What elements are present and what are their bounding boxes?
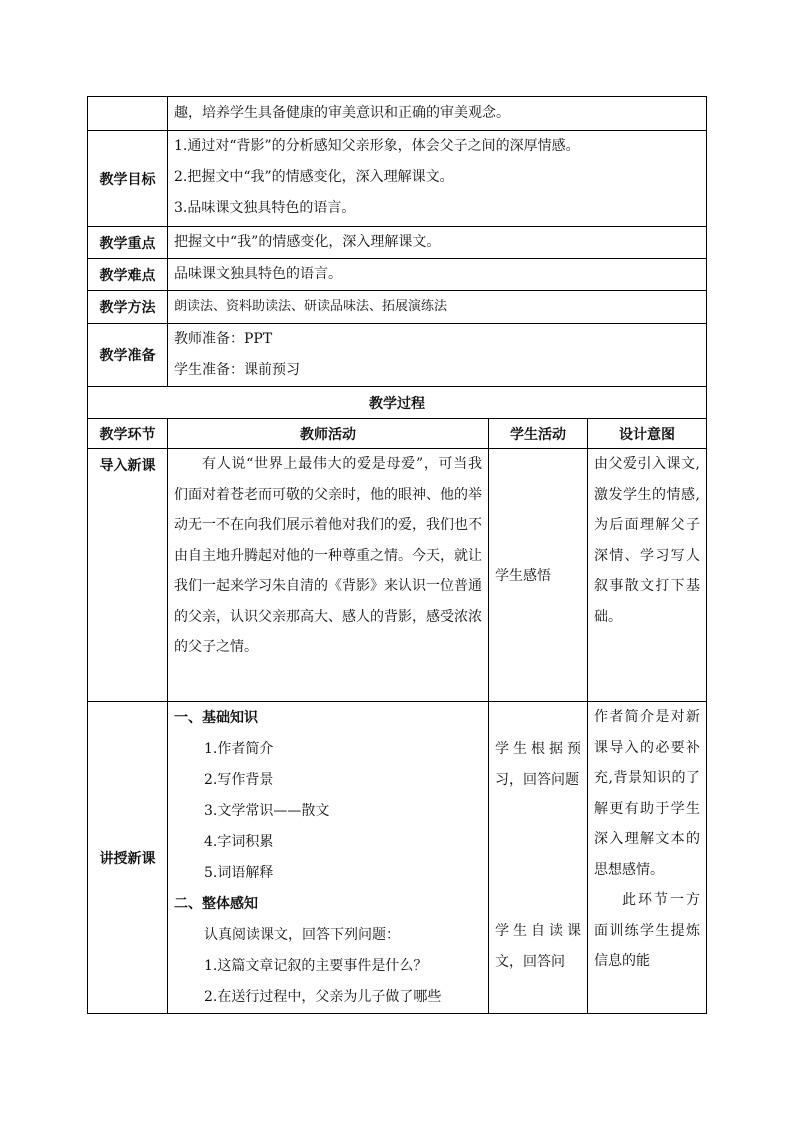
reading-instruction: 认真阅读课文，回答下列问题： [204, 927, 400, 943]
header-teacher: 教师活动 [168, 419, 489, 449]
intro-intent-text: 由父爱引入课文,激发学生的情感,为后面理解父子深情、学习写人叙事散文打下基础。 [594, 456, 701, 625]
continuation-text: 趣，培养学生具备健康的审美意识和正确的审美观念。 [174, 105, 510, 121]
knowledge-item: 5.词语解释 [204, 865, 274, 881]
goal-item: 1.通过对“背影”的分析感知父亲形象，体会父子之间的深厚情感。 [174, 138, 580, 154]
knowledge-item: 4.字词积累 [204, 834, 274, 850]
method-text: 朗读法、资料助读法、研读品味法、拓展演练法 [174, 299, 448, 314]
goal-item: 3.品味课文独具特色的语言。 [174, 200, 356, 216]
new-student-text-1: 学生根据预习，回答问题 [495, 741, 581, 788]
header-stage: 教学环节 [88, 419, 168, 449]
method-label: 教学方法 [88, 291, 168, 324]
process-title: 教学过程 [88, 387, 707, 419]
key-text: 把握文中“我”的情感变化，深入理解课文。 [174, 234, 441, 250]
process-header-row [88, 419, 707, 449]
continuation-row [88, 97, 707, 131]
new-student-text-2: 学生自读课文，回答问 [495, 923, 581, 970]
section-overall-perception: 二、整体感知 [174, 896, 258, 912]
intro-stage: 导入新课 [88, 449, 168, 702]
new-lesson-row [88, 702, 707, 1014]
question-item: 1.这篇文章记叙的主要事件是什么？ [204, 958, 428, 974]
knowledge-item: 1.作者简介 [204, 741, 274, 757]
process-title-row [88, 387, 707, 419]
knowledge-item: 2.写作背景 [204, 772, 274, 788]
lesson-plan-sheet [87, 96, 706, 1014]
knowledge-item: 3.文学常识——散文 [204, 803, 330, 819]
key-row [88, 227, 707, 259]
difficulty-text: 品味课文独具特色的语言。 [174, 266, 342, 282]
goal-item: 2.把握文中“我”的情感变化，深入理解课文。 [174, 169, 454, 185]
intro-student-text: 学生感悟 [495, 568, 551, 584]
difficulty-label: 教学难点 [88, 259, 168, 291]
prep-teacher: 教师准备：PPT [174, 331, 273, 347]
new-stage: 讲授新课 [88, 702, 168, 1014]
prep-label: 教学准备 [88, 324, 168, 387]
intro-row [88, 449, 707, 702]
header-student: 学生活动 [489, 419, 588, 449]
difficulty-row [88, 259, 707, 291]
section-basic-knowledge: 一、基础知识 [174, 710, 258, 726]
method-row [88, 291, 707, 324]
new-intent-text-1: 作者简介是对新课导入的必要补充,背景知识的了解更有助于学生深入理解文本的思想感情。 [594, 709, 701, 878]
intro-teacher-text: 有人说“世界上最伟大的爱是母爱”，可当我们面对着苍老而可敬的父亲时，他的眼神、他的举动无一不在向我们展示着他对我们的爱，我们也不由自主地升腾起对他的一种尊重之情。今天，就让我们一起来学习朱自清的《背影》来认识一位普通的父亲，认识父亲那高大、感人的背影，感受浓浓的父子之情。 [174, 456, 482, 655]
goals-row [88, 131, 707, 227]
lesson-plan-table [87, 96, 707, 1014]
question-item: 2.在送行过程中，父亲为儿子做了哪些 [204, 989, 442, 1005]
key-label: 教学重点 [88, 227, 168, 259]
prep-student: 学生准备：课前预习 [174, 362, 300, 378]
prep-row [88, 324, 707, 387]
new-intent-text-2: 此环节一方面训练学生提炼信息的能 [594, 892, 701, 969]
goals-label: 教学目标 [88, 131, 168, 227]
header-intent: 设计意图 [588, 419, 707, 449]
